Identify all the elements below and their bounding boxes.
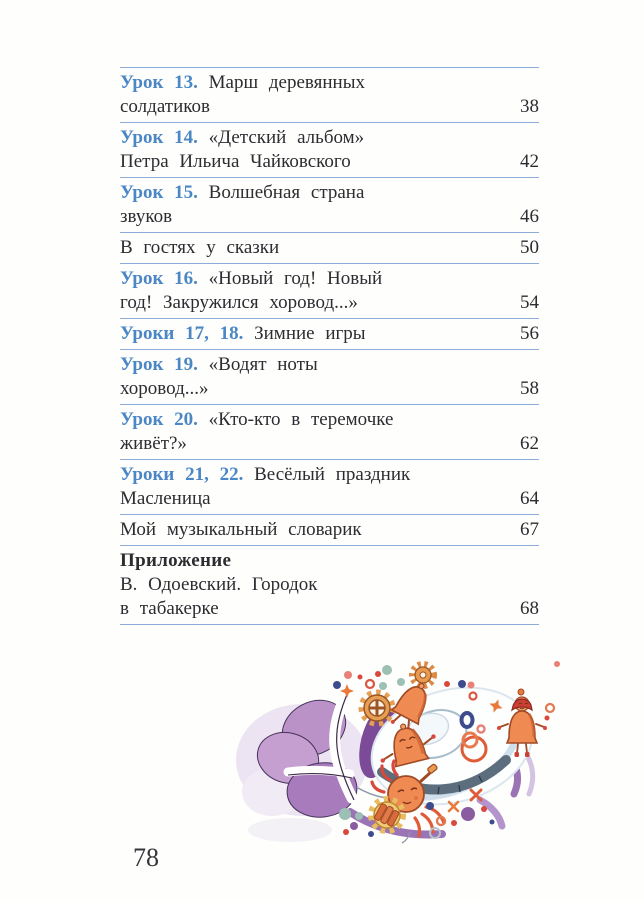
toc-line xyxy=(120,95,539,119)
toc-page-number: 56 xyxy=(520,323,539,344)
lesson-label: Урок 16. xyxy=(120,268,198,289)
toc-line xyxy=(120,291,539,315)
toc-title-text: живёт?» xyxy=(120,433,187,454)
toc-title-text: Уроки 21, 22. Весёлый праздник xyxy=(120,464,411,485)
toc-line xyxy=(120,205,539,229)
toc-line xyxy=(120,267,539,291)
lesson-label: Урок 19. xyxy=(120,354,198,375)
toc-entry xyxy=(120,404,539,459)
toc xyxy=(120,67,539,625)
toc-title-text: Урок 16. «Новый год! Новый xyxy=(120,268,383,289)
toc-page-number: 58 xyxy=(520,378,539,399)
toc-title-text: Мой музыкальный словарик xyxy=(120,519,362,540)
toc-line xyxy=(120,573,539,597)
toc-line xyxy=(120,150,539,174)
toc-title-text: Урок 19. «Водят ноты xyxy=(120,354,318,375)
toc-page-number: 50 xyxy=(520,237,539,258)
toc-page-number: 62 xyxy=(520,433,539,454)
toc-title-text: Петра Ильича Чайковского xyxy=(120,151,351,172)
toc-title-text: солдатиков xyxy=(120,96,210,117)
toc-entry xyxy=(120,67,539,122)
toc-title-text: Урок 20. «Кто-кто в теремочке xyxy=(120,409,394,430)
toc-line xyxy=(120,487,539,511)
toc-line xyxy=(120,353,539,377)
toc-line xyxy=(120,597,539,621)
lesson-label: Уроки 17, 18. xyxy=(120,323,244,344)
toc-title-text: В гостях у сказки xyxy=(120,237,280,258)
toc-entry xyxy=(120,318,539,349)
toc-line xyxy=(120,518,539,542)
shadow-blob xyxy=(248,818,332,842)
toc-line xyxy=(120,408,539,432)
toc-title-text: Урок 13. Марш деревянных xyxy=(120,72,365,93)
toc-entry xyxy=(120,545,539,625)
toc-line xyxy=(120,236,539,260)
lesson-label: Урок 15. xyxy=(120,182,198,203)
toc-page-number: 67 xyxy=(520,519,539,540)
toc-title-text: Масленица xyxy=(120,488,211,509)
toc-page-number: 46 xyxy=(520,206,539,227)
toc-page-number: 64 xyxy=(520,488,539,509)
toc-line xyxy=(120,463,539,487)
toc-page-number: 38 xyxy=(520,96,539,117)
toc-line xyxy=(120,322,539,346)
navy-ring xyxy=(462,713,473,727)
toc-line xyxy=(120,377,539,401)
toc-title-text: в табакерке xyxy=(120,598,219,619)
toc-title-text: В. Одоевский. Городок xyxy=(120,574,318,595)
toc-title-text: звуков xyxy=(120,206,173,227)
lesson-label: Урок 14. xyxy=(120,127,198,148)
toc-title-text: Урок 14. «Детский альбом» xyxy=(120,127,365,148)
toc-entry xyxy=(120,177,539,232)
toc-line xyxy=(120,181,539,205)
appendix-heading: Приложение xyxy=(120,550,232,571)
lesson-label: Урок 13. xyxy=(120,72,198,93)
toc-title-text: Уроки 17, 18. Зимние игры xyxy=(120,323,366,344)
toc-title-text: Урок 15. Волшебная страна xyxy=(120,182,365,203)
toc-entry xyxy=(120,263,539,318)
gear-icon xyxy=(361,692,393,724)
page-number: 78 xyxy=(133,843,159,872)
toc-entry xyxy=(120,122,539,177)
toc-page-number: 68 xyxy=(520,598,539,619)
lesson-label: Урок 20. xyxy=(120,409,198,430)
music-box-bells-illustration xyxy=(230,642,562,876)
toc-line xyxy=(120,432,539,456)
toc-line xyxy=(120,71,539,95)
toc-page-number: 42 xyxy=(520,151,539,172)
sun-gear-icon xyxy=(412,664,434,686)
toc-entry xyxy=(120,514,539,545)
toc-page-number: 54 xyxy=(520,292,539,313)
toc-entry xyxy=(120,349,539,404)
toc-entry xyxy=(120,232,539,263)
toc-title-text: хоровод...» xyxy=(120,378,209,399)
toc-line xyxy=(120,126,539,150)
lesson-label: Уроки 21, 22. xyxy=(120,464,244,485)
toc-entry xyxy=(120,459,539,514)
toc-title-text: год! Закружился хоровод...» xyxy=(120,292,358,313)
